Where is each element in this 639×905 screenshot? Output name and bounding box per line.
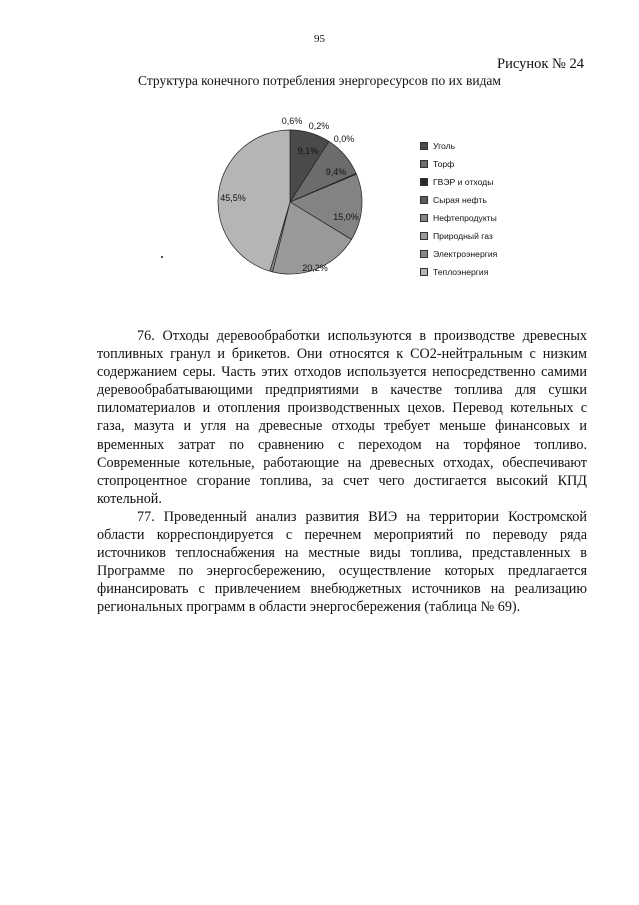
legend-swatch: [420, 160, 428, 168]
legend-item-природный-газ: [420, 227, 497, 245]
page-number: 95: [314, 33, 325, 45]
legend-label: ГВЭР и отходы: [433, 177, 494, 187]
stray-mark: [161, 256, 163, 258]
data-label-торф: 9,4%: [325, 167, 347, 177]
legend-item-уголь: [420, 137, 497, 155]
legend-swatch: [420, 196, 428, 204]
legend-swatch: [420, 178, 428, 186]
legend-swatch: [420, 250, 428, 258]
legend-item-гвэр-и-отходы: [420, 173, 497, 191]
legend-label: Уголь: [433, 141, 456, 151]
body-text: [97, 327, 587, 617]
legend-label: Теплоэнергия: [433, 267, 489, 277]
legend-swatch: [420, 232, 428, 240]
legend-item-торф: [420, 155, 497, 173]
paragraph-76: 76. Отходы деревообработки используются в производстве древесных топливных гранул и брикетов. Они относятся к СО2-нейтральным с низким содержанием серы. Часть этих отходов используется непосредственно самими деревообрабатывающими предприятиями в качестве топлива для сушки пиломатериалов и отопления производственных цехов. Перевод котельных с газа, мазута и угля на древесные отходы требует меньше финансовых и временных затрат по сравнению с переходом на торфяное топливо. Современные котельные, работающие на древесных отходах, обеспечивают стопроцентное сгорание топлива, за счет чего достигается высокий КПД котельной.: [97, 328, 587, 507]
chart-legend: [420, 137, 497, 281]
legend-label: Электроэнергия: [433, 249, 498, 259]
data-label-нефтепродукты: 15,0%: [333, 212, 359, 222]
data-label-теплоэнергия: 45,5%: [220, 193, 246, 203]
legend-item-теплоэнергия: [420, 263, 497, 281]
data-label-уголь: 9,1%: [297, 146, 319, 156]
paragraph-77: 77. Проведенный анализ развития ВИЭ на территории Костромской области корреспондируется с перечнем мероприятий по переводу ряда источников теплоснабжения на местные виды топлива, представленных в Программе по энергосбережению, осуществление которых предлагается финансировать с привлечением внебюджетных источников на реализацию региональных программ в области энергосбережения (таблица № 69).: [97, 508, 587, 616]
legend-label: Нефтепродукты: [433, 213, 497, 223]
legend-label: Торф: [433, 159, 455, 169]
legend-item-сырая-нефть: [420, 191, 497, 209]
data-label-электроэнергия: 0,6%: [281, 116, 303, 126]
legend-label: Сырая нефть: [433, 195, 487, 205]
legend-swatch: [420, 214, 428, 222]
legend-swatch: [420, 268, 428, 276]
data-label-гвэр-и-отходы: 0,0%: [333, 134, 355, 144]
legend-item-электроэнергия: [420, 245, 497, 263]
data-label-сырая-нефть: 0,2%: [308, 121, 330, 131]
figure-title: Структура конечного потребления энергоресурсов по их видам: [138, 73, 501, 88]
legend-swatch: [420, 142, 428, 150]
data-label-природный-газ: 20,2%: [302, 263, 328, 273]
legend-label: Природный газ: [433, 231, 493, 241]
legend-item-нефтепродукты: [420, 209, 497, 227]
pie-chart: [205, 112, 415, 292]
figure-label: Рисунок № 24: [497, 56, 584, 72]
